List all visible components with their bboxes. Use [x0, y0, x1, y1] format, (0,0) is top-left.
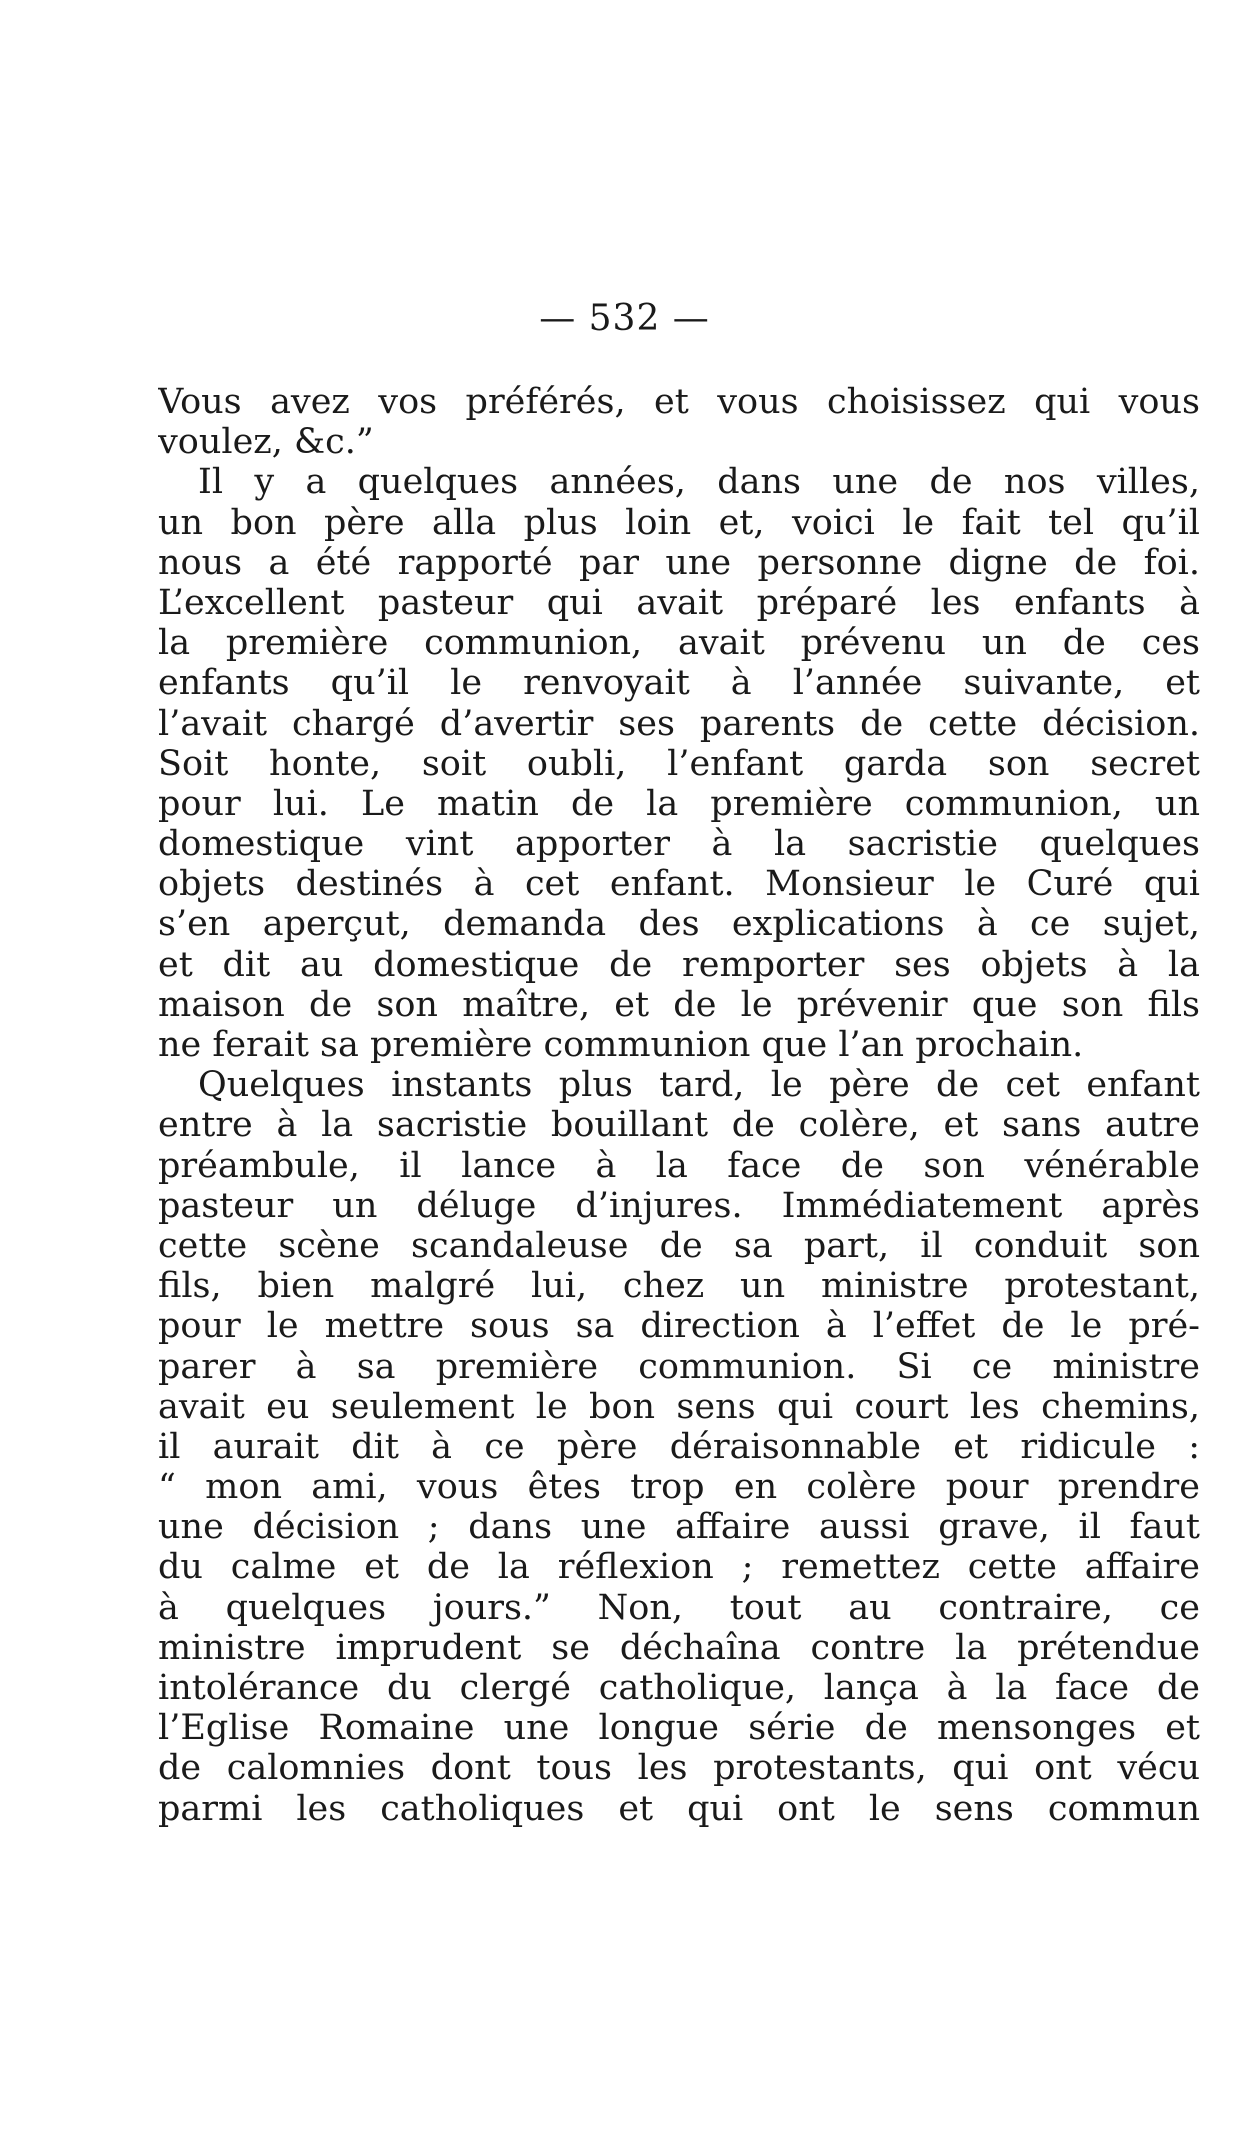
text-line: il aurait dit à ce père déraisonnable et ridicule : — [158, 1426, 1200, 1467]
text-line: ne ferait sa première communion que l’an prochain. — [158, 1025, 1084, 1065]
text-line: domestique vint apporter à la sacristie quelques — [158, 824, 1200, 865]
text-line: intolérance du clergé catholique, lança à la face de — [158, 1668, 1200, 1708]
text-line: pasteur un déluge d’injures. Immédiatement après — [158, 1185, 1200, 1226]
text-line: du calme et de la réflexion ; remettez cette affaire — [158, 1547, 1200, 1588]
text-line: fils, bien malgré lui, chez un ministre protestant, — [158, 1266, 1200, 1307]
text-line: parer à sa première communion. Si ce ministre — [158, 1346, 1200, 1387]
text-line: maison de son maître, et de le prévenir que son fils — [158, 984, 1200, 1025]
text-line: à quelques jours.” Non, tout au contraire, ce — [158, 1587, 1200, 1628]
text-line: enfants qu’il le renvoyait à l’année suivante, et — [158, 663, 1200, 704]
text-line: cette scène scandaleuse de sa part, il conduit son — [158, 1225, 1200, 1266]
text-line: entre à la sacristie bouillant de colère, et sans autre — [158, 1105, 1200, 1146]
text-line: nous a été rapporté par une personne digne de foi. — [158, 542, 1200, 583]
text-line: pour lui. Le matin de la première communion, un — [158, 783, 1200, 824]
text-line: l’avait chargé d’avertir ses parents de cette décision. — [158, 703, 1200, 744]
text-line: Quelques instants plus tard, le père de cet enfant — [198, 1065, 1200, 1106]
text-line: Vous avez vos préférés, et vous choisissez qui vous — [158, 382, 1200, 422]
text-line: avait eu seulement le bon sens qui court les chemins, — [158, 1386, 1200, 1427]
text-line: préambule, il lance à la face de son vénérable — [158, 1145, 1200, 1186]
text-line: la première communion, avait prévenu un de ces — [158, 623, 1200, 664]
text-line: objets destinés à cet enfant. Monsieur le Curé qui — [158, 864, 1200, 905]
text-line: voulez, &c.” — [158, 422, 374, 463]
text-line: Il y a quelques années, dans une de nos villes, — [198, 462, 1200, 503]
text-line: un bon père alla plus loin et, voici le fait tel qu’il — [158, 502, 1200, 543]
text-line: L’excellent pasteur qui avait préparé les enfants à — [158, 582, 1200, 623]
text-line: pour le mettre sous sa direction à l’effet de le pré- — [158, 1306, 1200, 1347]
text-line: l’Eglise Romaine une longue série de mensonges et — [158, 1708, 1200, 1749]
text-line: s’en aperçut, demanda des explications à ce sujet, — [158, 904, 1200, 945]
text-line: de calomnies dont tous les protestants, qui ont vécu — [158, 1748, 1200, 1789]
text-line: et dit au domestique de remporter ses objets à la — [158, 944, 1200, 985]
text-line: “ mon ami, vous êtes trop en colère pour prendre — [158, 1467, 1200, 1508]
text-line: parmi les catholiques et qui ont le sens commun — [158, 1788, 1200, 1829]
text-line: une décision ; dans une affaire aussi grave, il faut — [158, 1507, 1200, 1548]
body-text — [158, 382, 1200, 1829]
text-line: Soit honte, soit oubli, l’enfant garda son secret — [158, 743, 1200, 784]
text-line: ministre imprudent se déchaîna contre la prétendue — [158, 1627, 1200, 1668]
page-number: — 532 — — [539, 298, 710, 339]
